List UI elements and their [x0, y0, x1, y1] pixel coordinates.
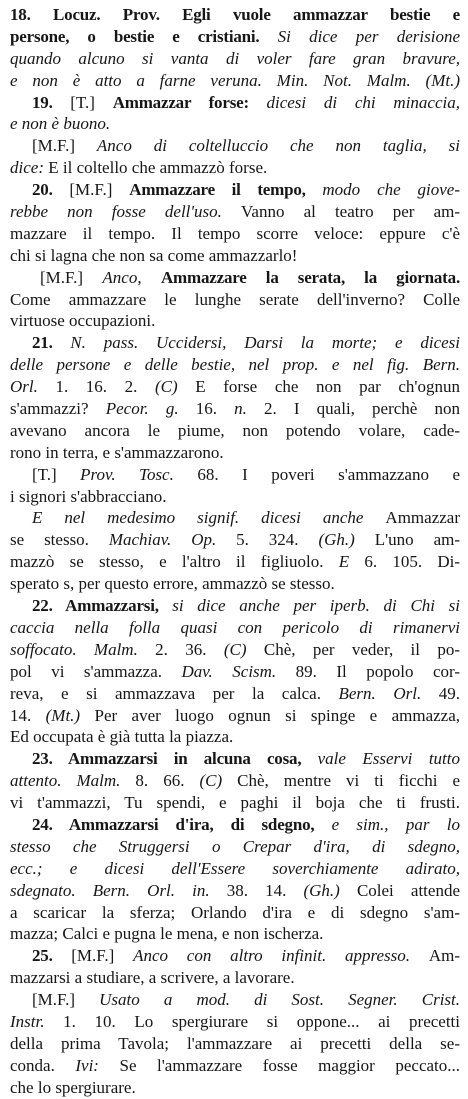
- text-line: [10, 989, 460, 1011]
- text-line: [10, 1055, 460, 1077]
- italic-run: rebbe non fosse dell'uso.: [10, 202, 242, 222]
- text-line: [10, 705, 460, 727]
- text-run: rono in terra, e s'ammazzarono.: [10, 442, 224, 462]
- text-line: [10, 792, 460, 814]
- italic-run: E: [338, 552, 365, 572]
- text-run: chi si lagna che non sa come ammazzarlo!: [10, 245, 298, 265]
- text-line: [10, 551, 460, 573]
- italic-run: (C): [155, 377, 196, 397]
- text-run: L'uno am-: [374, 530, 460, 550]
- bold-run: 23. Ammazzarsi in alcuna cosa,: [32, 749, 318, 769]
- text-line: [10, 354, 460, 376]
- text-line: [10, 113, 460, 135]
- text-line: [10, 464, 460, 486]
- text-run: [T.]: [70, 92, 113, 112]
- text-run: mazza; Calci e pugna le mena, e non ischerza.: [10, 924, 324, 944]
- text-line: [10, 617, 460, 639]
- text-run: Ed occupata è già tutta la piazza.: [10, 727, 234, 747]
- bold-run: Ammazzar forse:: [112, 92, 267, 112]
- text-line: [10, 770, 460, 792]
- text-run: virtuose occupazioni.: [10, 311, 156, 331]
- italic-run: Anco di coltelluccio che non taglia, si: [96, 136, 460, 156]
- italic-run: (Gh.): [318, 530, 375, 550]
- italic-run: stesso che Struggersi o Crepar d'ira, di sdegno,: [10, 836, 460, 856]
- text-run: s'ammazzi?: [10, 399, 106, 419]
- text-line: [10, 486, 460, 508]
- italic-run: Machiav. Op.: [108, 530, 237, 550]
- text-line: [10, 245, 460, 267]
- text-line: [10, 967, 460, 989]
- italic-run: N. pass. Uccidersi, Darsi la morte; e dicesi: [70, 333, 460, 353]
- text-run: 1. 16. 2.: [55, 377, 155, 397]
- text-run: 16.: [195, 399, 235, 419]
- italic-run: si dice anche per iperb. di Chi si: [172, 596, 460, 616]
- text-run: mazzò se stesso, e l'altro il figliuolo.: [10, 552, 339, 572]
- text-line: [10, 267, 460, 289]
- text-line: [10, 332, 460, 354]
- text-line: [10, 748, 460, 770]
- text-run: mazzare il tempo. Il tempo scorre veloce: eppure c'è: [10, 223, 460, 243]
- italic-run: dicesi di chi minaccia,: [266, 92, 460, 112]
- text-run: E forse che non par ch'ognun: [195, 377, 460, 397]
- text-line: [10, 923, 460, 945]
- text-run: 5. 324.: [236, 530, 319, 550]
- italic-run: e sim., par lo: [331, 814, 460, 834]
- text-line: [10, 880, 460, 902]
- text-line: [10, 70, 460, 92]
- bold-run: 18. Locuz. Prov. Egli vuole ammazzar bestie e: [10, 5, 460, 24]
- italic-run: e non è buono.: [10, 114, 111, 134]
- italic-run: sdegnato. Bern. Orl. in.: [10, 880, 227, 900]
- text-run: Ammazzar: [385, 508, 460, 528]
- text-run: della prima Tavola; l'ammazzare ai precetti della se-: [10, 1033, 460, 1053]
- italic-run: (Mt.): [45, 705, 95, 725]
- text-run: avevano ancora le piume, non potendo volare, cade-: [10, 420, 460, 440]
- text-line: [10, 595, 460, 617]
- text-line: [10, 814, 460, 836]
- text-line: [10, 48, 460, 70]
- bold-run: 22. Ammazzarsi,: [32, 596, 173, 616]
- italic-run: Prov. Tosc.: [80, 464, 198, 484]
- text-run: 89. Il popolo cor-: [295, 661, 460, 681]
- text-run: i signori s'abbracciano.: [10, 486, 167, 506]
- text-run: Vanno al teatro per am-: [241, 202, 460, 222]
- text-run: Chè, mentre vi ti ficchi e: [237, 771, 460, 791]
- text-line: [10, 529, 460, 551]
- bold-run: 25.: [32, 946, 72, 966]
- text-run: [M.F.]: [71, 946, 134, 966]
- italic-run: modo che giove-: [322, 180, 460, 200]
- text-line: [10, 683, 460, 705]
- text-run: E il coltello che ammazzò forse.: [48, 158, 268, 178]
- text-run: pol vi s'ammazza.: [10, 661, 182, 681]
- text-run: 6. 105. Di-: [364, 552, 460, 572]
- text-line: [10, 902, 460, 924]
- text-run: 2. 36.: [155, 639, 224, 659]
- text-run: [M.F.]: [32, 136, 97, 156]
- italic-run: E nel medesimo signif. dicesi anche: [32, 508, 386, 528]
- italic-run: Usato a mod. di Sost. Segner. Crist.: [99, 990, 460, 1010]
- italic-run: (C): [223, 639, 264, 659]
- italic-run: Pecor. g.: [105, 399, 196, 419]
- text-run: reva, e si ammazzava per la calca.: [10, 683, 339, 703]
- bold-run: Ammazzare il tempo,: [129, 180, 323, 200]
- text-line: [10, 442, 460, 464]
- bold-run: 24. Ammazzarsi d'ira, di sdegno,: [32, 814, 332, 834]
- italic-run: vale Esservi tutto: [317, 749, 460, 769]
- bold-run: 20.: [32, 180, 70, 200]
- italic-run: soffocato. Malm.: [10, 639, 156, 659]
- text-line: [10, 1077, 460, 1099]
- text-run: 38. 14.: [226, 880, 304, 900]
- text-run: [M.F.]: [32, 990, 100, 1010]
- italic-run: dice:: [10, 158, 49, 178]
- text-line: [10, 310, 460, 332]
- text-run: Colei attende: [356, 880, 460, 900]
- text-run: 68. I poveri s'ammazzano e: [197, 464, 460, 484]
- text-run: [T.]: [32, 464, 81, 484]
- text-run: mazzarsi a studiare, a scrivere, a lavorare.: [10, 968, 295, 988]
- text-run: Come ammazzare le lunghe serate dell'inverno? Colle: [10, 289, 460, 309]
- text-line: [10, 179, 460, 201]
- italic-run: delle persone e delle bestie, nel prop. e nel fig. Bern.: [10, 355, 460, 375]
- text-run: vi t'ammazzi, Tu spendi, e paghi il boja che ti frusti.: [10, 793, 460, 813]
- italic-run: Orl.: [10, 377, 56, 397]
- text-line: [10, 507, 460, 529]
- text-line: [10, 420, 460, 442]
- italic-run: Dav. Scism.: [181, 661, 296, 681]
- text-run: Chè, per veder, il po-: [263, 639, 460, 659]
- text-line: [10, 858, 460, 880]
- italic-run: Si dice per derisione: [277, 26, 460, 46]
- text-run: che lo spergiurare.: [10, 1077, 136, 1097]
- text-line: [10, 376, 460, 398]
- text-line: [10, 157, 460, 179]
- text-run: Se l'ammazzare fosse maggior peccato...: [119, 1055, 460, 1075]
- text-run: Per aver luogo ognun si spinge e ammazza,: [94, 705, 460, 725]
- italic-run: (C): [199, 771, 238, 791]
- italic-run: Ivi:: [75, 1055, 120, 1075]
- text-line: [10, 639, 460, 661]
- text-line: [10, 135, 460, 157]
- text-line: [10, 26, 460, 48]
- text-line: [10, 1011, 460, 1033]
- text-run: 49.: [438, 683, 460, 703]
- text-run: sperato s, per questo errore, ammazzò se stesso.: [10, 574, 335, 594]
- italic-run: caccia nella folla quasi con pericolo di rimanervi: [10, 617, 460, 637]
- text-run: [M.F.]: [69, 180, 130, 200]
- text-run: a scaricar la sferza; Orlando d'ira e di sdegno s'am-: [10, 902, 460, 922]
- text-run: [M.F.]: [40, 267, 103, 287]
- text-line: [10, 836, 460, 858]
- text-line: [10, 92, 460, 114]
- italic-run: Instr.: [10, 1011, 64, 1031]
- text-line: [10, 223, 460, 245]
- text-line: [10, 4, 460, 26]
- text-line: [10, 661, 460, 683]
- text-run: 1. 10. Lo spergiurare si oppone... ai precetti: [63, 1011, 460, 1031]
- italic-run: Anco,: [102, 267, 161, 287]
- bold-run: 21.: [32, 333, 71, 353]
- bold-run: persone, o bestie e cristiani.: [10, 26, 278, 46]
- entry-text-column: [10, 4, 460, 1099]
- italic-run: n.: [234, 399, 264, 419]
- text-run: Am-: [428, 946, 460, 966]
- text-line: [10, 289, 460, 311]
- italic-run: e non è atto a farne veruna. Min. Not. Malm. (Mt.): [10, 70, 460, 90]
- italic-run: Bern. Orl.: [338, 683, 439, 703]
- text-line: [10, 398, 460, 420]
- text-run: se stesso.: [10, 530, 109, 550]
- text-line: [10, 201, 460, 223]
- text-run: 8. 66.: [135, 771, 200, 791]
- italic-run: ecc.; e dicesi dell'Essere soverchiamente adirato,: [10, 858, 460, 878]
- italic-run: Anco con altro infinit. appresso.: [133, 946, 429, 966]
- text-line: [10, 573, 460, 595]
- text-line: [10, 726, 460, 748]
- text-run: 14.: [10, 705, 46, 725]
- text-line: [10, 945, 460, 967]
- bold-run: Ammazzare la serata, la giornata.: [160, 267, 460, 287]
- text-run: 2. I quali, perchè non: [263, 399, 460, 419]
- bold-run: 19.: [32, 92, 71, 112]
- italic-run: (Gh.): [303, 880, 357, 900]
- italic-run: quando alcuno si vanta di voler fare gran bravure,: [10, 48, 460, 68]
- italic-run: attento. Malm.: [10, 771, 136, 791]
- text-line: [10, 1033, 460, 1055]
- text-run: conda.: [10, 1055, 76, 1075]
